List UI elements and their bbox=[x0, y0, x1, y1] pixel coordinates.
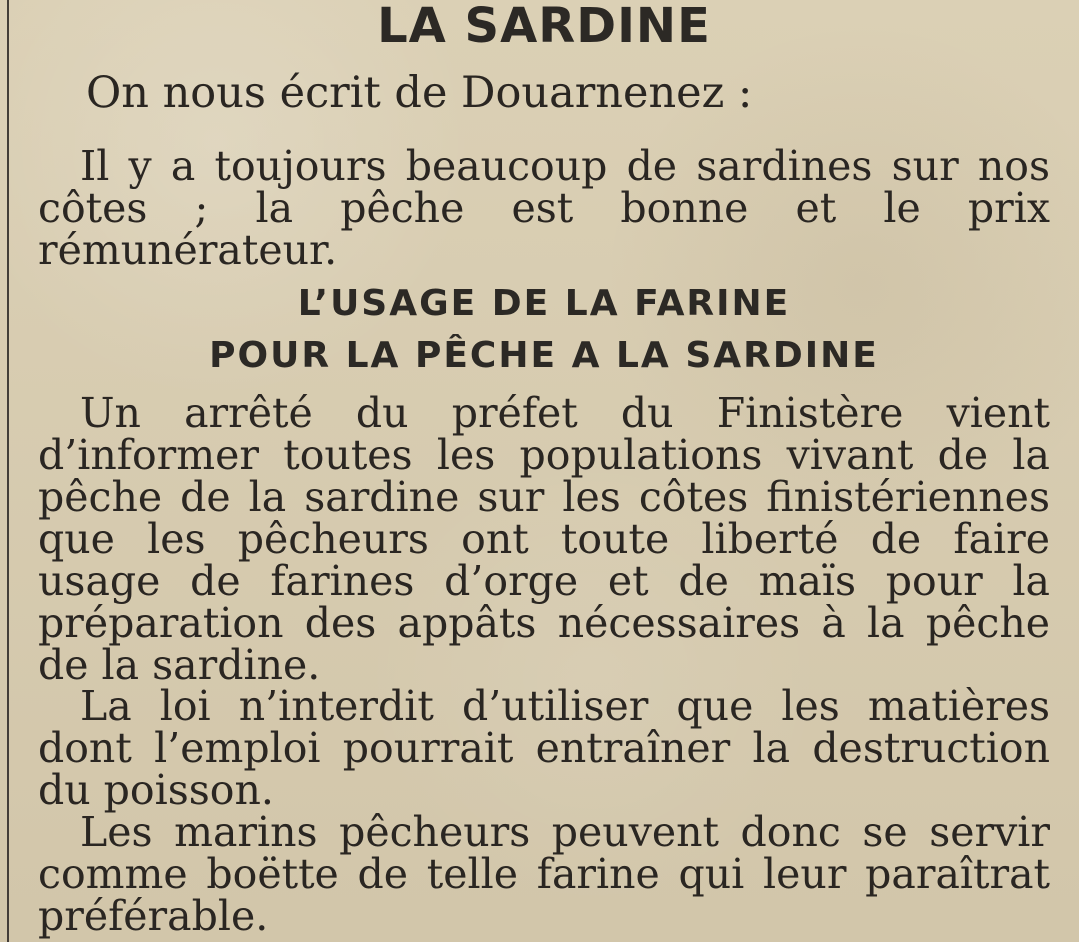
paragraph-1: Il y a toujours beaucoup de sardines sur nos côtes ; la pêche est bonne et le prix rémunérateur. bbox=[38, 142, 1050, 274]
column-rule bbox=[7, 0, 9, 942]
article-column bbox=[38, 0, 1050, 942]
paragraph-4: Les marins pêcheurs peuvent donc se servir comme boëtte de telle farine qui leur paraîtrat préférable. bbox=[38, 808, 1050, 940]
lead-line: On nous écrit de Douarnenez : bbox=[86, 68, 753, 118]
subheading-2: POUR LA PÊCHE A LA SARDINE bbox=[209, 335, 879, 376]
subheading-1: L’USAGE DE LA FARINE bbox=[297, 283, 791, 324]
paragraph-2: Un arrêté du préfet du Finistère vient d’informer toutes les populations vivant de la pêche de la sardine sur les côtes finistériennes que les pêcheurs ont toute liberté de faire usage de farines d’orge et de maïs pour la préparation des appâts nécessaires à la pêche de la sardine. bbox=[38, 389, 1050, 689]
article-title: LA SARDINE bbox=[377, 0, 711, 54]
paragraph-3: La loi n’interdit d’utiliser que les matières dont l’emploi pourrait entraîner la destruction du poisson. bbox=[38, 682, 1050, 814]
